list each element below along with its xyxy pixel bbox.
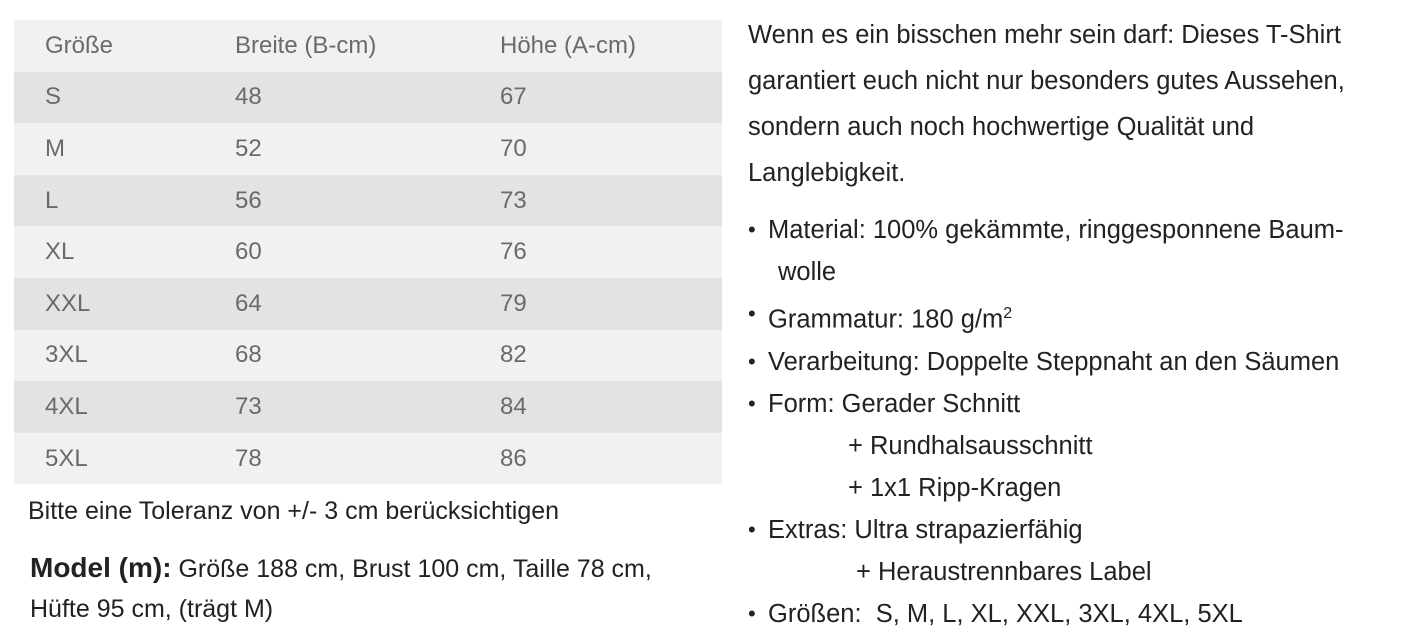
table-row: [14, 123, 722, 175]
table-row: [14, 226, 722, 278]
table-row: [14, 175, 722, 227]
bullet-icon: •: [748, 516, 756, 542]
description-line: Langlebigkeit.: [748, 159, 906, 187]
feature-verarbeitung: Verarbeitung: Doppelte Steppnaht an den Säumen: [768, 347, 1340, 376]
cell-size: XL: [14, 226, 235, 278]
feature-extras: Extras: Ultra strapazierfähig: [768, 515, 1083, 544]
list-item: [748, 509, 1408, 593]
model-info: [30, 548, 730, 629]
cell-height: 73: [500, 175, 722, 227]
bullet-icon: •: [748, 217, 756, 242]
feature-groessen: Größen: S, M, L, XL, XXL, 3XL, 4XL, 5XL: [768, 599, 1243, 628]
bullet-icon: •: [748, 348, 756, 374]
table-row: [14, 278, 722, 330]
table-header-row: [14, 20, 722, 72]
feature-form-sub2: + 1x1 Ripp-Kragen: [848, 473, 1062, 502]
product-description: [748, 12, 1408, 196]
cell-width: 78: [235, 433, 500, 485]
tolerance-note: Bitte eine Toleranz von +/- 3 cm berücksichtigen: [28, 497, 560, 525]
bullet-icon: •: [748, 390, 756, 416]
list-item: [748, 593, 1408, 635]
feature-grammatur: Grammatur: 180 g/m: [768, 305, 1004, 334]
description-line: garantiert euch nicht nur besonders gutes Aussehen,: [748, 67, 1345, 95]
table-row: [14, 433, 722, 485]
cell-size: S: [14, 72, 235, 124]
list-item: [748, 293, 1408, 341]
cell-size: 5XL: [14, 433, 235, 485]
header-hoehe: Höhe (A-cm): [500, 20, 722, 72]
size-table: [14, 20, 722, 484]
cell-size: M: [14, 123, 235, 175]
header-breite: Breite (B-cm): [235, 20, 500, 72]
cell-height: 76: [500, 226, 722, 278]
list-item: [748, 209, 1408, 293]
description-line: Wenn es ein bisschen mehr sein darf: Dieses T-Shirt: [748, 21, 1341, 49]
cell-width: 52: [235, 123, 500, 175]
cell-size: L: [14, 175, 235, 227]
cell-width: 56: [235, 175, 500, 227]
model-text-line1: Größe 188 cm, Brust 100 cm, Taille 78 cm,: [178, 555, 652, 583]
cell-size: 3XL: [14, 330, 235, 382]
cell-height: 84: [500, 381, 722, 433]
cell-width: 48: [235, 72, 500, 124]
header-groesse: Größe: [14, 20, 235, 72]
description-line: sondern auch noch hochwertige Qualität und: [748, 113, 1255, 141]
cell-height: 86: [500, 433, 722, 485]
feature-material: Material: 100% gekämmte, ringgesponnene Baum-: [768, 216, 1344, 244]
bullet-icon: •: [748, 600, 756, 626]
cell-width: 60: [235, 226, 500, 278]
cell-width: 64: [235, 278, 500, 330]
feature-material-cont: wolle: [778, 258, 837, 286]
model-text-line2: Hüfte 95 cm, (trägt M): [30, 595, 274, 623]
table-row: [14, 381, 722, 433]
list-item: [748, 383, 1408, 509]
list-item: [748, 341, 1408, 383]
feature-form: Form: Gerader Schnitt: [768, 389, 1021, 418]
cell-size: XXL: [14, 278, 235, 330]
cell-width: 73: [235, 381, 500, 433]
feature-form-sub1: + Rundhalsausschnitt: [848, 431, 1093, 460]
cell-height: 67: [500, 72, 722, 124]
feature-list: [748, 209, 1408, 635]
cell-height: 70: [500, 123, 722, 175]
cell-height: 79: [500, 278, 722, 330]
cell-width: 68: [235, 330, 500, 382]
feature-grammatur-sup: 2: [1003, 305, 1013, 322]
cell-height: 82: [500, 330, 722, 382]
table-row: [14, 330, 722, 382]
cell-size: 4XL: [14, 381, 235, 433]
table-row: [14, 72, 722, 124]
model-label: Model (m):: [30, 552, 172, 583]
bullet-icon: •: [748, 301, 756, 326]
feature-extras-sub: + Heraustrennbares Label: [856, 557, 1152, 586]
